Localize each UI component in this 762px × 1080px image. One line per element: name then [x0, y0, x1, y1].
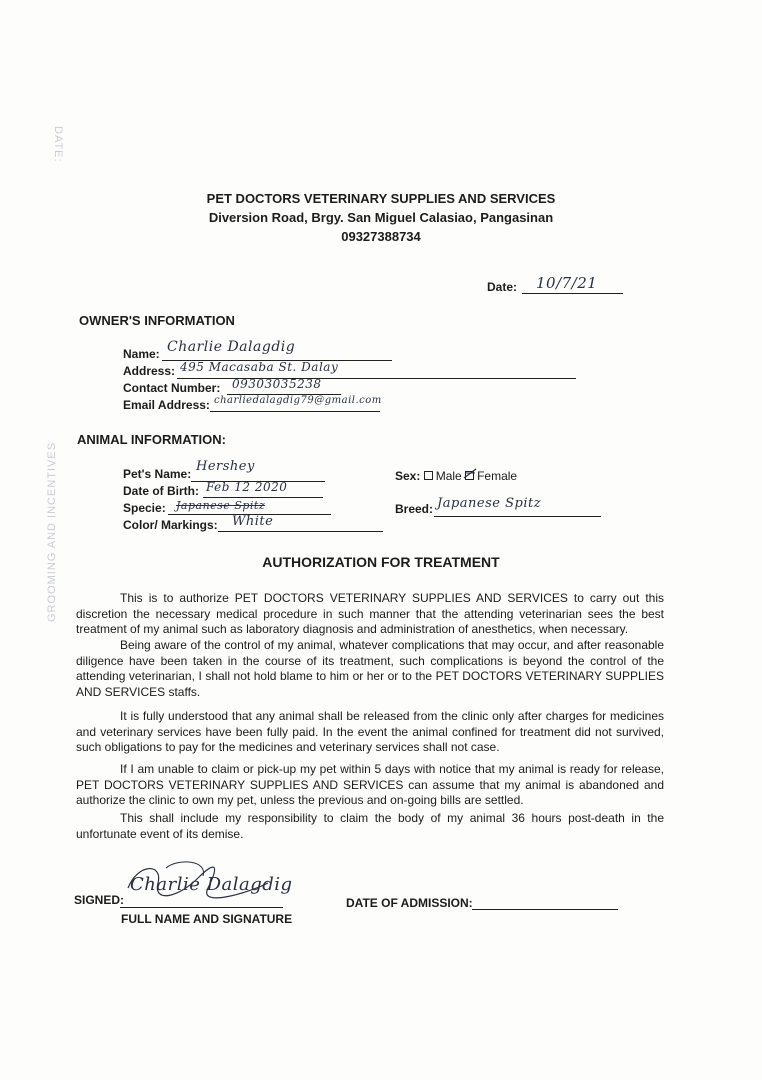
owner-address-label: Address:: [123, 364, 176, 378]
signature-value[interactable]: Charlie Dalagdig: [130, 874, 293, 895]
authorization-title: AUTHORIZATION FOR TREATMENT: [262, 554, 500, 570]
date-line: [522, 293, 623, 294]
owner-section-title: OWNER'S INFORMATION: [79, 313, 235, 328]
breed-label: Breed:: [395, 502, 434, 516]
authorization-paragraph-3: It is fully understood that any animal shall be released from the clinic only after charges for medicines and veterinary services have been fully paid. In the event the animal confined for treatment did not survived, such obligations to pay for the medicines and veterinary services shall not case.: [76, 709, 664, 755]
dob-value[interactable]: Feb 12 2020: [206, 480, 288, 494]
authorization-paragraph-5: This shall include my responsibility to claim the body of my animal 36 hours post-death in the unfortunate event of its demise.: [76, 811, 664, 841]
signature-caption: FULL NAME AND SIGNATURE: [121, 912, 293, 926]
color-label: Color/ Markings:: [123, 518, 218, 532]
dob-label: Date of Birth:: [123, 484, 199, 498]
date-label: Date:: [487, 280, 518, 294]
admission-line[interactable]: [472, 909, 618, 910]
owner-email-line: [210, 411, 380, 412]
pet-name-label: Pet's Name:: [123, 467, 192, 481]
sex-label: [395, 469, 517, 483]
clinic-name: PET DOCTORS VETERINARY SUPPLIES AND SERVICES: [206, 191, 556, 206]
animal-section-title: ANIMAL INFORMATION:: [77, 432, 226, 447]
specie-value[interactable]: Japanese Spitz: [176, 499, 266, 512]
color-value[interactable]: White: [232, 514, 274, 529]
sex-female-text: Female: [477, 469, 518, 483]
color-line: [218, 531, 383, 532]
authorization-paragraph-2: Being aware of the control of my animal, whatever complications that may occur, and after reasonable diligence have been taken in the course of its treatment, such complications is beyond the control of the attending veterinarian, I shall not hold blame to him or her or to the PET DOCTORS VETERINARY SUPPLIES AND SERVICES staffs.: [76, 638, 664, 699]
check-mark-icon: [463, 468, 477, 480]
owner-name-value[interactable]: Charlie Dalagdig: [167, 339, 296, 355]
owner-email-value[interactable]: charliedalagdig79@gmail.com: [214, 395, 382, 406]
sex-male-checkbox[interactable]: [424, 471, 433, 480]
owner-name-label: Name:: [123, 347, 160, 361]
dob-line: [203, 497, 323, 498]
authorization-paragraph-1: This is to authorize PET DOCTORS VETERINARY SUPPLIES AND SERVICES to carry out this discretion the necessary medical procedure in such manner that the attending veterinarian sees the best treatment of my animal such as laboratory diagnosis and administration of anesthetics, when necessary.: [76, 591, 664, 637]
breed-value[interactable]: Japanese Spitz: [437, 496, 542, 511]
clinic-address: Diversion Road, Brgy. San Miguel Calasiao, Pangasinan: [208, 210, 554, 225]
sex-female-checkbox[interactable]: [465, 471, 474, 480]
specie-label: Specie:: [123, 501, 166, 515]
signed-label: SIGNED:: [74, 893, 125, 907]
breed-line: [434, 516, 601, 517]
signature-scribble-icon: [118, 858, 288, 908]
owner-contact-label: Contact Number:: [123, 381, 221, 395]
side-mark-grooming: GROOMING AND INCENTIVES: [46, 441, 58, 622]
owner-address-value[interactable]: 495 Macasaba St. Dalay: [180, 360, 339, 374]
side-mark-date: DATE:: [52, 126, 64, 163]
owner-email-label: Email Address:: [123, 398, 210, 412]
authorization-paragraph-4: If I am unable to claim or pick-up my pet within 5 days with notice that my animal is ready for release, PET DOCTORS VETERINARY SUPPLIES AND SERVICES can assume that my animal is abandoned and authorize the clinic to own my pet, unless the previous and on-going bills are settled.: [76, 762, 664, 808]
admission-label: DATE OF ADMISSION:: [346, 896, 473, 910]
clinic-phone: 09327388734: [341, 229, 421, 244]
pet-name-value[interactable]: Hershey: [196, 459, 255, 474]
date-value[interactable]: 10/7/21: [536, 274, 598, 292]
sex-label-text: Sex:: [395, 469, 421, 483]
sex-male-text: Male: [435, 469, 462, 483]
owner-contact-value[interactable]: 09303035238: [232, 377, 322, 391]
